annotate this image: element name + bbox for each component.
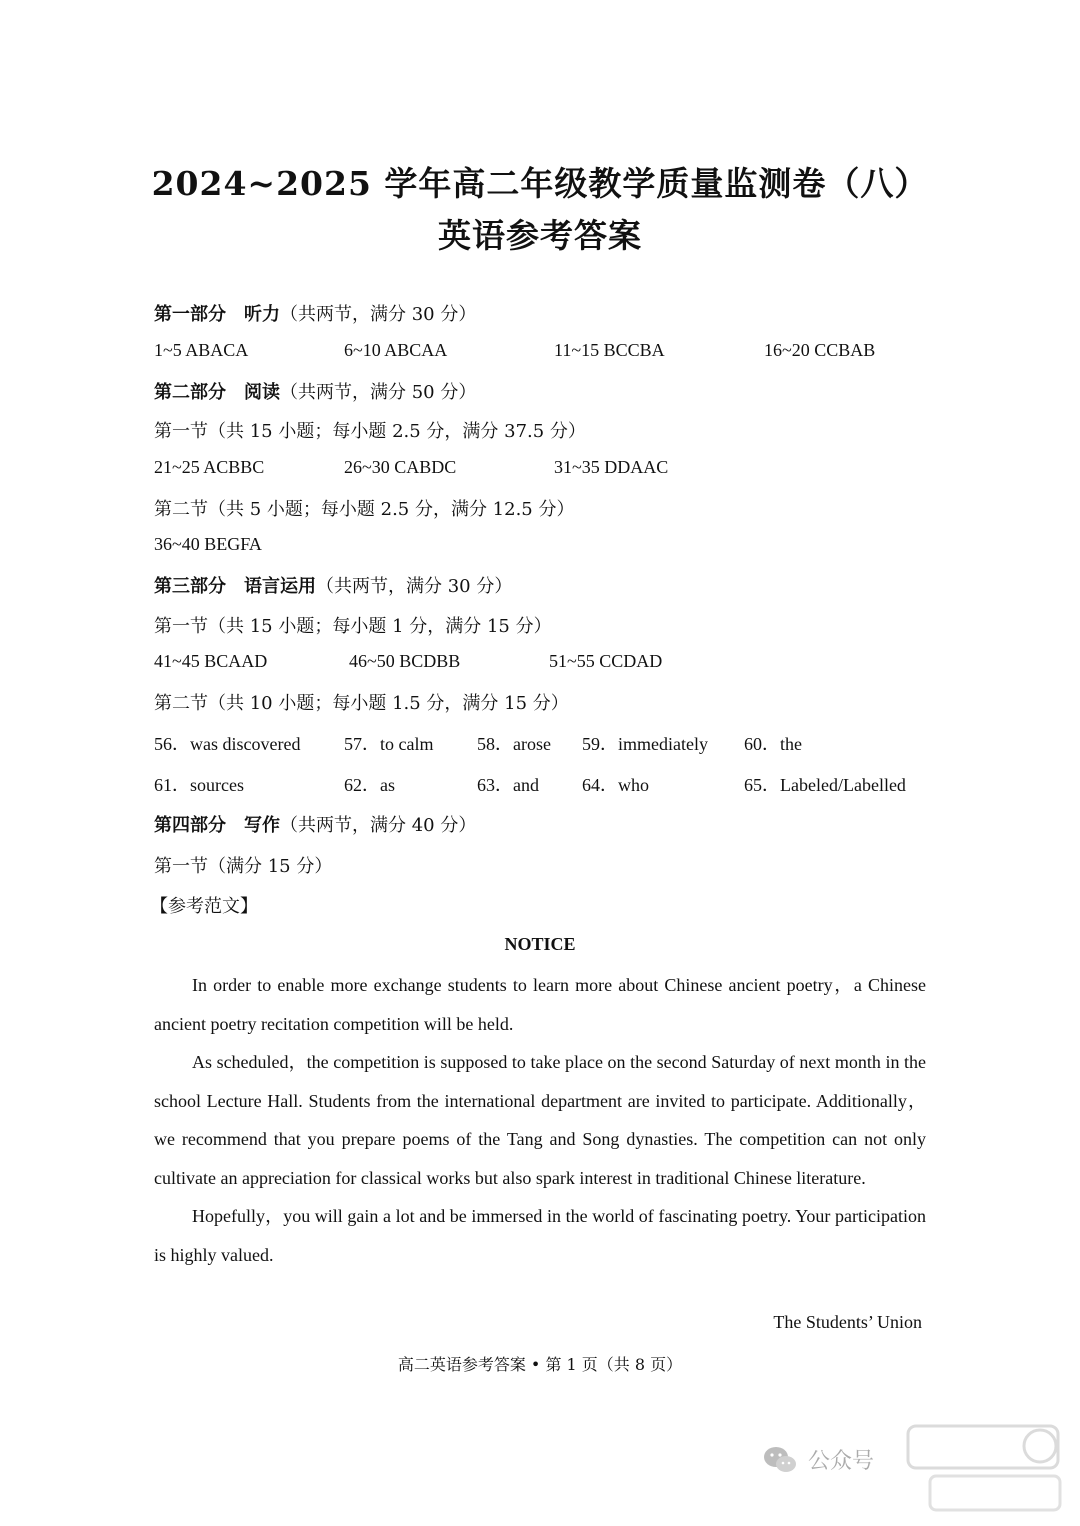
essay-paragraph: In order to enable more exchange students to learn more about Chinese ancient poetry，a Chinese ancient poetry recitation competition will be held.	[154, 975, 926, 1034]
part3-note: （共两节，满分 30 分）	[316, 576, 513, 597]
site-logo-icon	[900, 1418, 1070, 1518]
part3-section2: 第二节（共 10 小题；每小题 1.5 分，满分 15 分）	[154, 693, 569, 714]
answer-group: 36~40 BEGFA	[154, 534, 262, 554]
answer-group: 41~45 BCAAD	[154, 651, 268, 671]
answer-item: 59．immediately	[582, 734, 708, 754]
part3-section1: 第一节（共 15 小题；每小题 1 分，满分 15 分）	[154, 616, 552, 637]
part3-heading	[154, 572, 512, 598]
notice-title: NOTICE	[504, 934, 576, 954]
essay-paragraph: As scheduled，the competition is supposed to take place on the second Saturday of next month in the school Lecture Hall. Students from the international department are invited to participate. Additionally，we recommend that you prepare poems of the Tang and Song dynasties. The competition can not only cultivate an appreciation for classical works but also spark interest in traditional Chinese literature.	[154, 1052, 926, 1188]
part4-heading	[154, 811, 476, 837]
watermark-text: 公众号	[808, 1449, 875, 1474]
part2-head: 第二部分 阅读	[154, 382, 280, 403]
answer-item: 56．was discovered	[154, 734, 301, 754]
wechat-icon	[762, 1445, 798, 1475]
answer-group: 26~30 CABDC	[344, 457, 457, 477]
answer-item: 58．arose	[477, 734, 551, 754]
answer-group: 11~15 BCCBA	[554, 340, 665, 360]
page-footer: 高二英语参考答案 • 第 1 页（共 8 页）	[397, 1355, 683, 1374]
answer-item: 57．to calm	[344, 734, 434, 754]
part2-note: （共两节，满分 50 分）	[280, 382, 477, 403]
answer-group: 31~35 DDAAC	[554, 457, 669, 477]
page-title: 2024~2025 学年高二年级教学质量监测卷（八）	[151, 164, 929, 203]
answer-group: 16~20 CCBAB	[764, 340, 876, 360]
part3-head: 第三部分 语言运用	[154, 576, 316, 597]
part2-section1: 第一节（共 15 小题；每小题 2.5 分，满分 37.5 分）	[154, 421, 586, 442]
answer-item: 61．sources	[154, 775, 244, 795]
answer-item: 65．Labeled/Labelled	[744, 775, 906, 795]
answer-group: 6~10 ABCAA	[344, 340, 448, 360]
answer-group: 51~55 CCDAD	[549, 651, 663, 671]
answer-group: 46~50 BCDBB	[349, 651, 461, 671]
signature: The Students’ Union	[773, 1312, 922, 1332]
answer-group: 21~25 ACBBC	[154, 457, 265, 477]
answer-item: 64．who	[582, 775, 649, 795]
answer-item: 60．the	[744, 734, 802, 754]
part2-heading	[154, 378, 476, 404]
part4-head: 第四部分 写作	[154, 815, 280, 836]
page-subtitle: 英语参考答案	[438, 216, 642, 255]
answer-group: 1~5 ABACA	[154, 340, 249, 360]
essay-paragraph: Hopefully，you will gain a lot and be immersed in the world of fascinating poetry. Your participation is highly valued.	[154, 1206, 926, 1265]
part1-head: 第一部分 听力	[154, 304, 280, 325]
sample-essay	[154, 966, 926, 1274]
part1-heading	[154, 300, 476, 326]
watermark	[762, 1444, 874, 1475]
sample-label: 【参考范文】	[150, 896, 258, 917]
part4-section1: 第一节（满分 15 分）	[154, 856, 333, 877]
answer-item: 63．and	[477, 775, 539, 795]
part2-section2: 第二节（共 5 小题；每小题 2.5 分，满分 12.5 分）	[154, 499, 575, 520]
answer-item: 62．as	[344, 775, 395, 795]
part4-note: （共两节，满分 40 分）	[280, 815, 477, 836]
part1-note: （共两节，满分 30 分）	[280, 304, 477, 325]
